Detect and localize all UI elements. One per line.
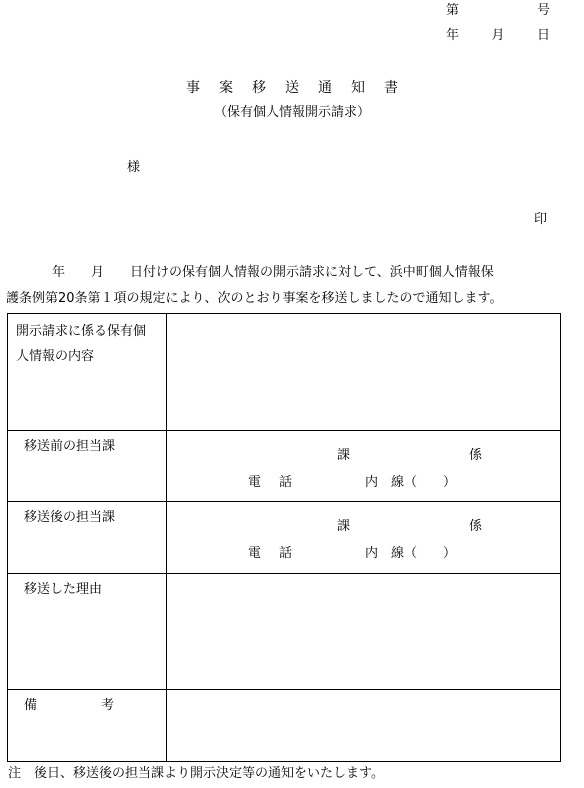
after-dept-label: 移送後の担当課 [24, 510, 116, 525]
reason-field[interactable] [167, 574, 561, 690]
seal-mark: 印 [534, 212, 548, 227]
before-dept-field[interactable] [167, 431, 561, 502]
request-content-label-line-1: 開示請求に係る保有個 [16, 324, 147, 339]
phone-label: 電 話 [248, 475, 292, 490]
remarks-label: 備 考 [24, 698, 114, 713]
table-row [8, 502, 561, 574]
subsection-label: 係 [469, 448, 483, 463]
remarks-field[interactable] [167, 690, 561, 762]
label-cell-request-content [8, 314, 167, 431]
phone-label: 電 話 [248, 546, 292, 561]
subsection-label: 係 [469, 519, 483, 534]
extension-label: 内 線（ ） [365, 475, 457, 490]
label-cell-after-dept [8, 502, 167, 574]
document-number [446, 3, 550, 19]
section-label: 課 [337, 519, 351, 534]
transfer-details-table [7, 313, 561, 762]
footnote: 注 後日、移送後の担当課より開示決定等の通知をいたします。 [8, 766, 384, 781]
document-subtitle: （保有個人情報開示請求） [213, 105, 370, 120]
request-content-label-line-2: 人情報の内容 [16, 349, 95, 364]
label-cell-remarks [8, 690, 167, 762]
label-cell-before-dept [8, 431, 167, 502]
date-month: 月 [491, 28, 505, 43]
number-suffix: 号 [536, 3, 550, 18]
body-text-line-1: 年 月 日付けの保有個人情報の開示請求に対して、浜中町個人情報保 [0, 265, 494, 280]
addressee-suffix: 様 [127, 160, 141, 175]
number-prefix: 第 [446, 3, 460, 18]
after-dept-field[interactable] [167, 502, 561, 574]
document-title: 事案移送通知書 [186, 80, 417, 96]
date-year: 年 [446, 28, 460, 43]
table-row [8, 574, 561, 690]
table-row [8, 314, 561, 431]
label-cell-reason [8, 574, 167, 690]
table-row [8, 690, 561, 762]
request-content-field[interactable] [167, 314, 561, 431]
date-day: 日 [536, 28, 550, 43]
table-row [8, 431, 561, 502]
reason-label: 移送した理由 [24, 582, 103, 597]
before-dept-label: 移送前の担当課 [24, 439, 116, 454]
document-date [446, 28, 550, 44]
section-label: 課 [337, 448, 351, 463]
body-text-line-2: 護条例第20条第１項の規定により、次のとおり事案を移送しましたので通知します。 [6, 291, 503, 306]
extension-label: 内 線（ ） [365, 546, 457, 561]
